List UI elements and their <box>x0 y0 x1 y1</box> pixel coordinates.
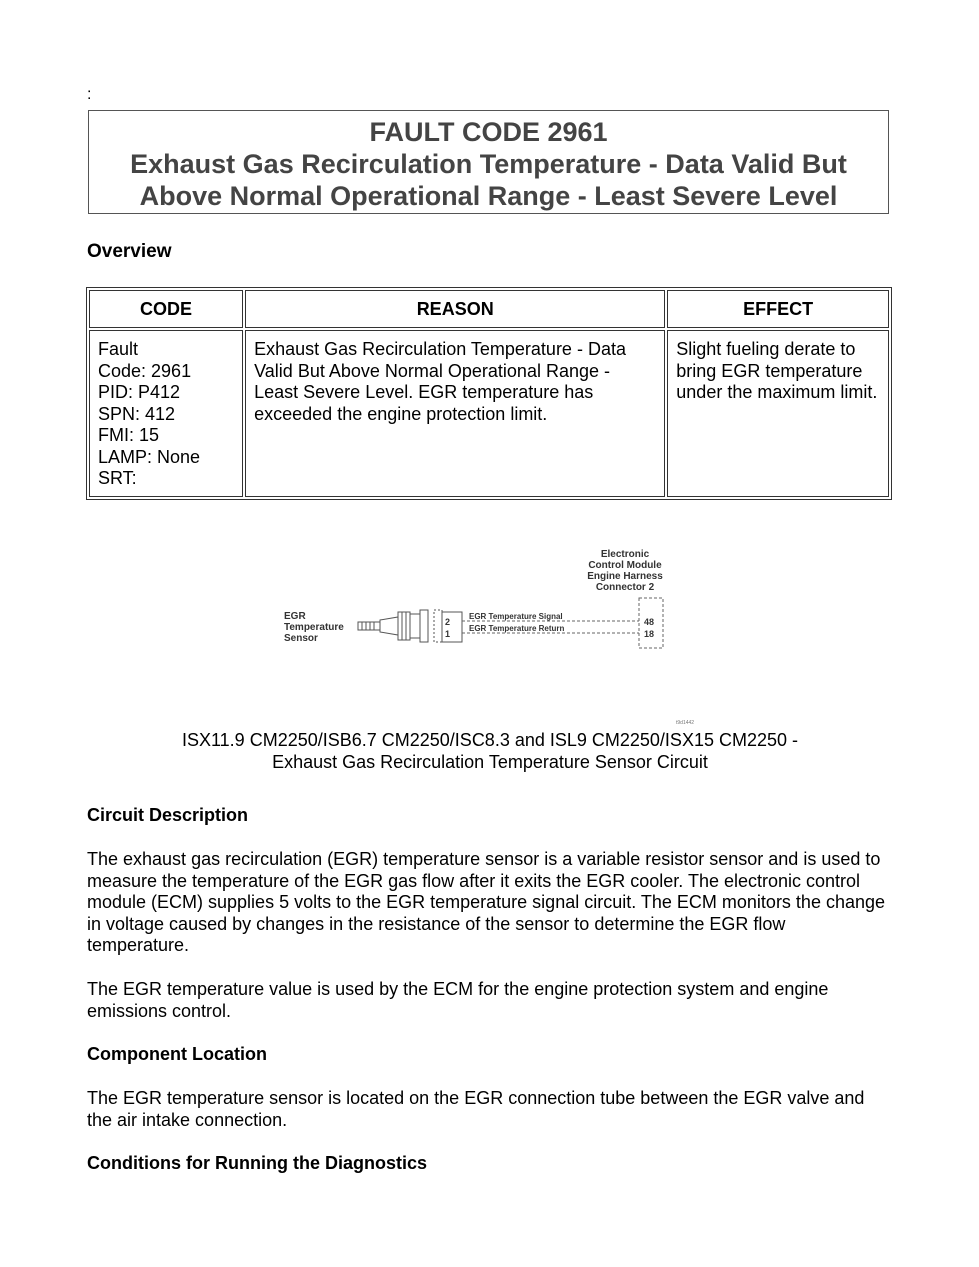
header-code: CODE <box>89 290 243 328</box>
return-wire-label: EGR Temperature Return <box>469 624 565 633</box>
circuit-diagram <box>276 540 706 730</box>
code-line: FMI: 15 <box>98 425 160 445</box>
code-line: Code: 2961 <box>98 360 192 381</box>
code-line: LAMP: None <box>98 446 201 467</box>
signal-wire-label: EGR Temperature Signal <box>469 612 563 621</box>
fault-table <box>86 287 892 500</box>
ecm-label-line: Control Module <box>588 560 662 571</box>
header-effect: EFFECT <box>667 290 889 328</box>
ecm-pin-48: 48 <box>644 617 655 627</box>
code-line: SRT: <box>98 468 137 488</box>
component-location-heading: Component Location <box>87 1044 267 1064</box>
component-location-paragraph: The EGR temperature sensor is located on the EGR connection tube between the EGR valve and the air intake connection. <box>87 1088 865 1130</box>
code-cell <box>89 330 243 497</box>
fault-title-box <box>88 110 889 214</box>
sensor-pin-1: 1 <box>445 629 451 639</box>
sensor-label-line: EGR <box>284 611 306 622</box>
sensor-label-line: Temperature <box>284 622 344 633</box>
overview-heading: Overview <box>87 241 172 262</box>
table-header-row <box>89 290 889 328</box>
effect-cell: Slight fueling derate to bring EGR temperature under the maximum limit. <box>667 330 889 497</box>
figure-id: t9d1442 <box>676 720 695 726</box>
page-marker: : <box>87 86 92 103</box>
ecm-pin-18: 18 <box>644 629 655 639</box>
conditions-heading: Conditions for Running the Diagnostics <box>87 1153 427 1173</box>
ecm-label-line: Engine Harness <box>587 571 663 582</box>
fault-code-title: FAULT CODE 2961 <box>369 117 608 147</box>
code-line: PID: P412 <box>98 382 181 402</box>
caption-line-2: Exhaust Gas Recirculation Temperature Sensor Circuit <box>272 752 708 772</box>
ecm-label-line: Electronic <box>600 549 650 560</box>
fault-title-line-3: Above Normal Operational Range - Least Severe Level <box>139 181 838 211</box>
reason-cell: Exhaust Gas Recirculation Temperature - Data Valid But Above Normal Operational Range - Least Severe Level. EGR temperature has exceeded the engine protection limit. <box>245 330 665 497</box>
figure-caption <box>90 729 890 773</box>
code-line: Fault <box>98 339 139 359</box>
header-reason: REASON <box>245 290 665 328</box>
ecm-label-line: Connector 2 <box>595 582 655 593</box>
code-line: SPN: 412 <box>98 403 176 424</box>
fault-title-line-2: Exhaust Gas Recirculation Temperature - Data Valid But <box>130 149 847 179</box>
table-row <box>89 330 889 497</box>
circuit-description-paragraph: The exhaust gas recirculation (EGR) temperature sensor is a variable resistor sensor and is used to measure the temperature of the EGR gas flow after it exits the EGR cooler. The electronic control module (ECM) supplies 5 volts to the EGR temperature signal circuit. The ECM monitors the change in voltage caused by changes in the resistance of the sensor to determine the EGR flow temperature. <box>87 849 886 955</box>
sensor-pin-2: 2 <box>445 617 451 627</box>
circuit-description-heading: Circuit Description <box>87 805 249 825</box>
caption-line-1: ISX11.9 CM2250/ISB6.7 CM2250/ISC8.3 and ISL9 CM2250/ISX15 CM2250 - <box>181 730 799 750</box>
sensor-label-line: Sensor <box>284 633 318 644</box>
egr-usage-paragraph: The EGR temperature value is used by the ECM for the engine protection system and engine emissions control. <box>87 979 829 1021</box>
